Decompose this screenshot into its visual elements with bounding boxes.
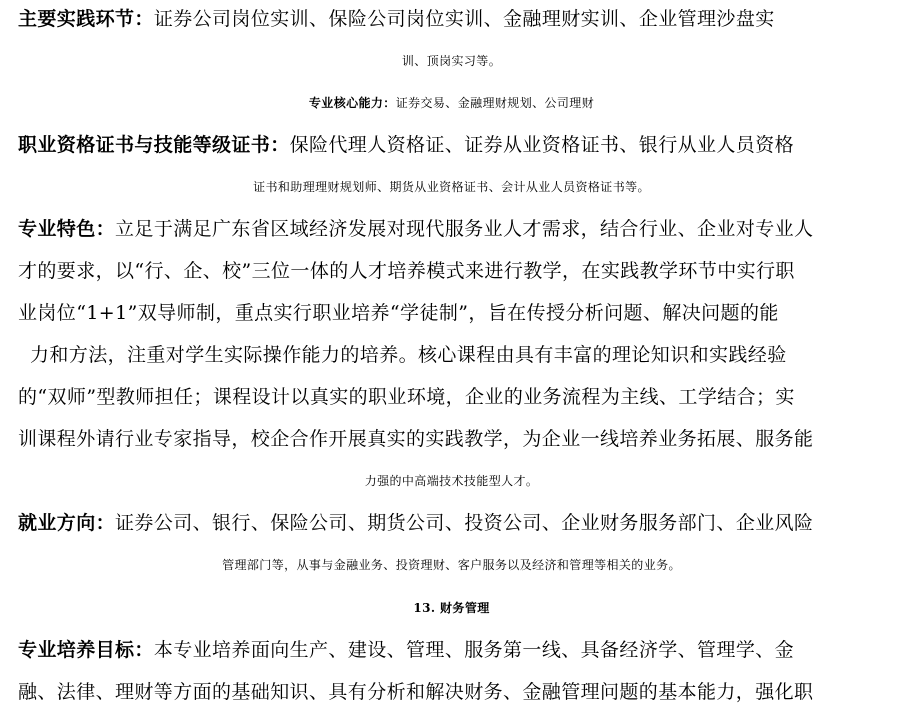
goal-label: 专业培养目标： (18, 639, 154, 661)
section-heading: 13. 财务管理 (413, 601, 490, 615)
employment-text: 证券公司、银行、保险公司、期货公司、投资公司、企业财务服务部门、企业风险 (115, 512, 814, 534)
features-line-2: 才的要求，以“行、企、校”三位一体的人才培养模式来进行教学，在实践教学环节中实行职 (18, 260, 795, 282)
features-label: 专业特色： (18, 218, 116, 240)
practice-label: 主要实践环节： (18, 8, 154, 30)
core-ability-line (0, 91, 903, 115)
goal-text: 本专业培养面向生产、建设、管理、服务第一线、具备经济学、管理学、金 (153, 639, 795, 661)
goal-line-2: 融、法律、理财等方面的基础知识、具有分析和解决财务、金融管理问题的基本能力，强化职 (18, 681, 814, 703)
practice-line-1 (18, 7, 775, 31)
certificates-label: 职业资格证书与技能等级证书： (18, 134, 290, 156)
practice-line-2: 训、顶岗实习等。 (401, 54, 502, 68)
features-text: 立足于满足广东省区域经济发展对现代服务业人才需求，结合行业、企业对专业人 (115, 218, 814, 240)
employment-label: 就业方向： (18, 512, 116, 534)
features-line-6: 训课程外请行业专家指导，校企合作开展真实的实践教学，为企业一线培养业务拓展、服务能 (18, 428, 814, 450)
features-line-7: 力强的中高端技术技能型人才。 (364, 474, 539, 488)
certificates-line-2: 证书和助理理财规划师、期货从业资格证书、会计从业人员资格证书等。 (253, 180, 650, 194)
practice-text: 证券公司岗位实训、保险公司岗位实训、金融理财实训、企业管理沙盘实 (153, 8, 775, 30)
core-ability-text: 证券交易、金融理财规划、公司理财 (395, 96, 595, 110)
core-ability-label: 专业核心能力： (308, 96, 396, 110)
certificates-line-1 (18, 133, 794, 157)
features-line-4: 力和方法，注重对学生实际操作能力的培养。核心课程由具有丰富的理论知识和实践经验 (30, 344, 787, 366)
features-line-5: 的“双师”型教师担任；课程设计以真实的职业环境，企业的业务流程为主线、工学结合；实 (18, 386, 795, 408)
employment-line-1 (18, 511, 813, 535)
features-line-3: 业岗位“1+1”双导师制，重点实行职业培养“学徒制”，旨在传授分析问题、解决问题的能 (18, 302, 779, 324)
goal-line-1 (18, 638, 794, 662)
features-line-1 (18, 217, 813, 241)
certificates-text: 保险代理人资格证、证券从业资格证书、银行从业人员资格 (289, 134, 795, 156)
employment-line-2: 管理部门等，从事与金融业务、投资理财、客户服务以及经济和管理等相关的业务。 (222, 558, 681, 572)
